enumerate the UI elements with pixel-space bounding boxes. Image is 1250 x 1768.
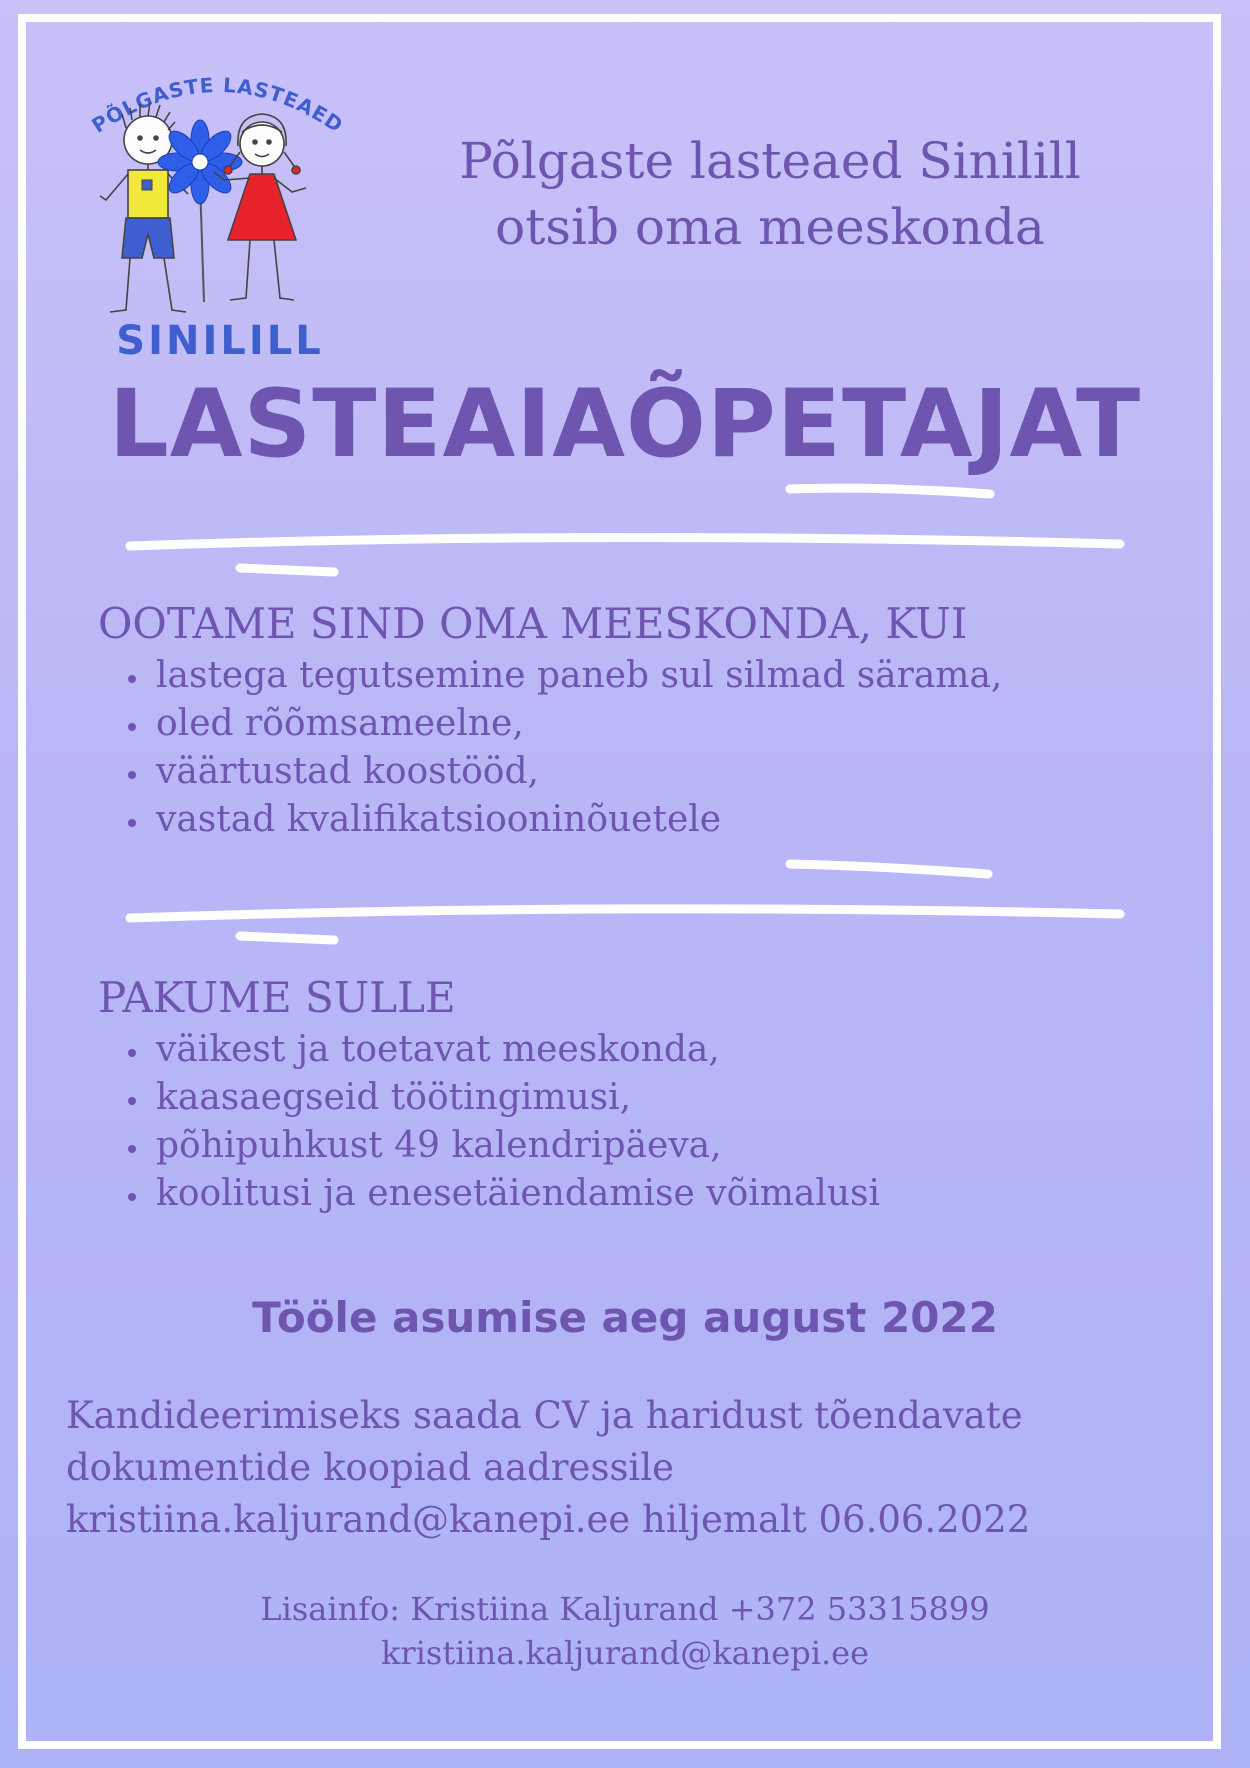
apply-line-3: kristiina.kaljurand@kanepi.ee hiljemalt 06.06.2022 (66, 1498, 1031, 1541)
expectations-list (122, 652, 1002, 844)
section-heading-offer: PAKUME SULLE (98, 973, 456, 1022)
contact-line-1: Lisainfo: Kristiina Kaljurand +372 53315899 (260, 1590, 990, 1628)
divider-dash-2 (240, 936, 334, 940)
start-date: Tööle asumise aeg august 2022 (252, 1293, 998, 1342)
application-info (66, 1390, 1216, 1546)
title-line-1: Põlgaste lasteaed Sinilill (459, 132, 1081, 190)
list-item: väärtustad koostööd, (122, 748, 1002, 796)
logo-name: SINILILL (116, 318, 324, 364)
divider-line-2 (130, 909, 1120, 918)
offer-list (122, 1026, 880, 1218)
list-item: kaasaegseid töötingimusi, (122, 1074, 880, 1122)
list-underline (790, 864, 988, 874)
divider-dash-1 (240, 568, 334, 572)
logo-arc-text: PÕLGASTE LASTEAED (87, 72, 348, 138)
contact-email: kristiina.kaljurand@kanepi.ee (380, 1634, 869, 1672)
list-item: põhipuhkust 49 kalendripäeva, (122, 1122, 880, 1170)
divider-line-1 (130, 537, 1120, 546)
apply-line-2: dokumentide koopiad aadressile (66, 1446, 674, 1489)
list-item: oled rõõmsameelne, (122, 700, 1002, 748)
contact-info (0, 1587, 1250, 1675)
list-item: koolitusi ja enesetäiendamise võimalusi (122, 1170, 880, 1218)
headline-underline (790, 488, 990, 494)
list-item: lastega tegutsemine paneb sul silmad särama, (122, 652, 1002, 700)
apply-line-1: Kandideerimiseks saada CV ja haridust tõendavate (66, 1394, 1023, 1437)
list-item: vastad kvalifikatsiooninõuetele (122, 796, 1002, 844)
job-headline: LASTEAIAÕPETAJAT (108, 370, 1142, 479)
title-line-2: otsib oma meeskonda (495, 198, 1045, 256)
section-heading-expectations: OOTAME SIND OMA MEESKONDA, KUI (98, 599, 968, 648)
list-item: väikest ja toetavat meeskonda, (122, 1026, 880, 1074)
